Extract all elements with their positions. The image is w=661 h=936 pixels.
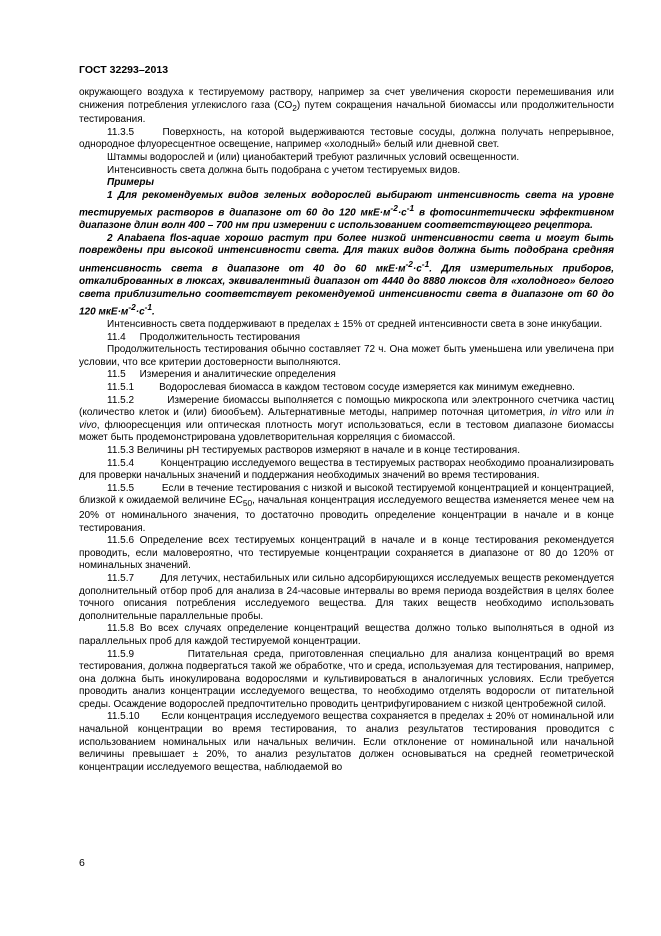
paragraph: Штаммы водорослей и (или) цианобактерий требуют различных условий освещенности. (107, 151, 520, 163)
section-heading-11-5: 11.5 Измерения и аналитические определения (107, 369, 336, 381)
paragraph-11-5-7: 11.5.7 Для летучих, нестабильных или сильно адсорбирующихся исследуемых веществ рекомендуется дополнительный отбор проб для анализа в 24-часовые интервалы во время периода воздействия в целях более точного описания потребления исследуемого вещества. Для таких веществ необходимо использовать дополнительные параллельные пробы. (79, 572, 614, 622)
paragraph-11-5-3: 11.5.3 Величины pH тестируемых растворов измеряют в начале и в конце тестирования. (107, 445, 520, 457)
paragraph-11-5-9: 11.5.9 Питательная среда, приготовленная специально для анализа концентраций во время тестирования, должна подвергаться такой же обработке, что и среда, используемая для тестирования, например, она должна быть инокулирована водорослями и культивироваться в аналогичных условиях. Если требуется проводить анализ концентрации исследуемого вещества, то необходимо отделять водоросли от питательной среды. Осаждение водорослей предпочтительно проводить центрифугированием с низкой центробежной силой. (79, 648, 614, 710)
paragraph-11-5-4: 11.5.4 Концентрацию исследуемого вещества в тестируемых растворах необходимо проанализировать для проверки начальных значений и поддержания необходимых значений во время тестирования. (79, 457, 614, 482)
paragraph-11-5-8: 11.5.8 Во всех случаях определение концентраций вещества должно только выполняться в одной из параллельных проб для каждой тестируемой концентрации. (79, 623, 614, 647)
page-number: 6 (79, 857, 85, 869)
paragraph: Продолжительность тестирования обычно составляет 72 ч. Она может быть уменьшена или увеличена при условии, что все критерии достоверности выполняются. (79, 344, 614, 368)
example-1: 1 Для рекомендуемых видов зеленых водорослей выбирают интенсивность света на уровне тестируемых растворов в диапазоне от 60 до 120 $мкЕ\cdot м^{-2}\cdot с^{-1}$ в фотосинтетически эффективном диапазоне длин волн 400 – 700 нм при измерении с использованием соответствующего рецептора. (79, 189, 615, 232)
paragraph-11-5-1: 11.5.1 Водорослевая биомасса в каждом тестовом сосуде измеряется как минимум ежедневно. (107, 382, 575, 394)
example-2: 2 Anabaena flos-aquae хорошо растут при более низкой интенсивности света и могут быть повреждены при высокой интенсивности света. Для таких видов должна быть подобрана средняя интенсивность света в диапазоне от 40 до 60 $мкЕ\cdot м^{-2}\cdot с^{-1}$. Для измерительных приборов, откалиброванных в люксах, эквивалентный диапазон от 4440 до 8880 люксов для «холодного» белого света приблизительно соответствует рекомендуемой интенсивности света в диапазоне от 60 до 120 $мкЕ\cdot м^{-2}\cdot с^{-1}$. (79, 232, 614, 318)
paragraph-11-5-10: 11.5.10 Если концентрация исследуемого вещества сохраняется в пределах ± 20% от номинальной или начальной концентрации во время тестирования, то анализ результатов тестирования проводится с использованием номинальных или начальных величин. Если отклонение от номинальной или начальной величины превышает ± 20%, то анализ результатов должен основываться на средней геометрической концентрации исследуемого вещества, наблюдаемой во (79, 711, 614, 773)
section-heading-11-4: 11.4 Продолжительность тестирования (107, 331, 300, 343)
paragraph: Интенсивность света должна быть подобрана с учетом тестируемых видов. (107, 164, 461, 176)
paragraph-11-5-6: 11.5.6 Определение всех тестируемых концентраций в начале и в конце тестирования рекомендуется проводить, если маловероятно, что тестируемые концентрации сохраняется в диапазоне от 80 до 120% от номинальных значений. (79, 535, 614, 572)
paragraph-11-5-5: 11.5.5 Если в течение тестирования с низкой и высокой тестируемой концентрацией и концентрацией, близкой к ожидаемой величине $ЕС_{50}$, начальная концентрация исследуемого вещества изменяется менее чем на 20% от номинального значения, то достаточно проводить определение концентрации в начале и в конце тестирования. (79, 482, 615, 534)
paragraph: Интенсивность света поддерживают в пределах ± 15% от средней интенсивности света в зоне инкубации. (107, 319, 603, 331)
paragraph: окружающего воздуха к тестируемому раствору, например за счет увеличения скорости перемешивания или снижения потребления углекислого газа $(СО_2)$ путем сокращения начальной биомассы или продолжительности тестирования. (79, 87, 614, 126)
document-header: ГОСТ 32293–2013 (79, 64, 169, 76)
document-body (79, 87, 614, 774)
paragraph-11-5-2: 11.5.2 Измерение биомассы выполняется с помощью микроскопа или электронного счетчика частиц (количество клеток и (или) биообъем). Альтернативные методы, например поточная цитометрия, in vitro или in vivo, флюоресценция или оптическая плотность могут использоваться, если в тестовом диапазоне биомассы может быть продемонстрирована удовлетворительная корреляция с биомассой. (79, 394, 614, 444)
examples-heading: Примеры (107, 177, 155, 189)
paragraph-11-3-5: 11.3.5 Поверхность, на которой выдерживаются тестовые сосуды, должна получать непрерывное, однородное флуоресцентное освещение, например «холодный» белый или дневной свет. (79, 126, 614, 151)
